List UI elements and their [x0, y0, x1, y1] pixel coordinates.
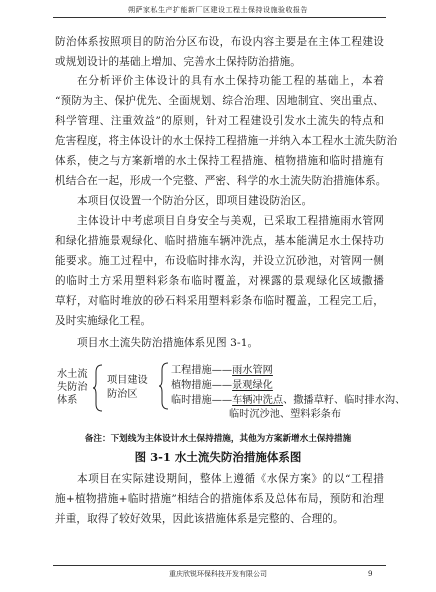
header-rule	[53, 17, 386, 18]
paragraph-line: 能要求。施工过程中，布设临时排水沟，并设立沉砂池，对管网一侧	[55, 255, 384, 267]
paragraph-line: 本项目在实际建设期间，整体上遵循《水保方案》的以“工程措	[77, 473, 384, 485]
footer-rule	[53, 565, 386, 566]
paragraph-line: 本项目仅设置一个防治分区，即项目建设防治区。	[77, 195, 313, 207]
measure-item-main-design: 景观绿化	[232, 380, 273, 391]
brace-icon	[158, 362, 170, 410]
paragraph-line: 危害程度，将主体设计的水土保持工程措施一并纳入本工程水土流失防治	[55, 135, 398, 147]
engineering-measures-row	[171, 364, 273, 377]
paragraph-line: 防治体系按照项目的防治分区布设，布设内容主要是在主体工程建设	[55, 36, 384, 48]
paragraph-line: 施+植物措施+临时措施”相结合的措施体系及总体布局，预防和治理	[55, 493, 384, 505]
measure-item-main-design: 雨水管网	[232, 365, 273, 376]
measure-category: 植物措施——	[171, 380, 233, 391]
system-label-line: 水土流	[57, 369, 88, 380]
temporary-measures-row	[171, 394, 405, 407]
paragraph-line: 的临时土方采用塑料彩条布临时覆盖，对裸露的景观绿化区域撒播	[55, 275, 384, 287]
paragraph-line: 体系，使之与方案新增的水土保持工程措施、植物措施和临时措施有	[55, 155, 384, 167]
paragraph-line: 并重，取得了较好效果，因此该措施体系是完整的、合理的。	[55, 513, 344, 525]
temporary-measures-row-cont: 临时沉沙池、塑料彩条布	[229, 409, 342, 420]
zone-label-line: 防治区	[107, 389, 138, 400]
page-number: 9	[368, 570, 373, 578]
vegetation-measures-row	[171, 379, 273, 392]
paragraph-line: 科学管理、注重效益”的原则，针对工程建设引发水土流失的特点和	[55, 115, 384, 127]
diagram-note: 备注：下划线为主体设计水土保持措施，其他为方案新增水土保持措施	[84, 434, 352, 444]
paragraph-line: 在分析评价主体设计的具有水土保持功能工程的基础上，本着	[77, 75, 384, 87]
figure-title: 图 3-1 水土流失防治措施体系图	[134, 450, 302, 464]
paragraph-line: 和绿化措施景观绿化、临时措施车辆冲洗点，基本能满足水土保持功	[55, 235, 384, 247]
measure-item-main-design: 车辆冲洗点	[232, 395, 284, 406]
page-header: 朔萨家私生产扩能新厂区建设工程土保持设施验收报告	[128, 6, 308, 14]
system-label-line: 体系	[57, 395, 78, 406]
figure-reference-line: 项目水土流失防治措施体系见图 3-1。	[77, 337, 259, 349]
page-footer: 重庆欣锐环保科技开发有限公司	[169, 570, 267, 578]
paragraph-line: 草籽，对临时堆放的砂石料采用塑料彩条布临时覆盖，工程完工后，	[55, 295, 384, 307]
paragraph-line: 或规划设计的基础上增加、完善水土保持防治措施。	[55, 56, 301, 68]
paragraph-line: 及时实施绿化工程。	[55, 315, 152, 327]
measure-items-added: 、撒播草籽、临时排水沟、	[283, 395, 406, 406]
paragraph-line: 机结合在一起，形成一个完整、严密、科学的水土流失防治措施体系。	[55, 175, 387, 187]
paragraph-line: 主体设计中考虑项目自身安全与美观，已采取工程措施雨水管网	[77, 215, 384, 227]
system-label-line: 失防治	[57, 382, 88, 393]
measure-category: 工程措施——	[171, 365, 233, 376]
brace-icon	[92, 364, 104, 412]
paragraph-line: “预防为主、保护优先、全面规划、综合治理、因地制宜、突出重点、	[55, 95, 384, 107]
measure-category: 临时措施——	[171, 395, 233, 406]
zone-label-line: 项目建设	[107, 375, 148, 386]
